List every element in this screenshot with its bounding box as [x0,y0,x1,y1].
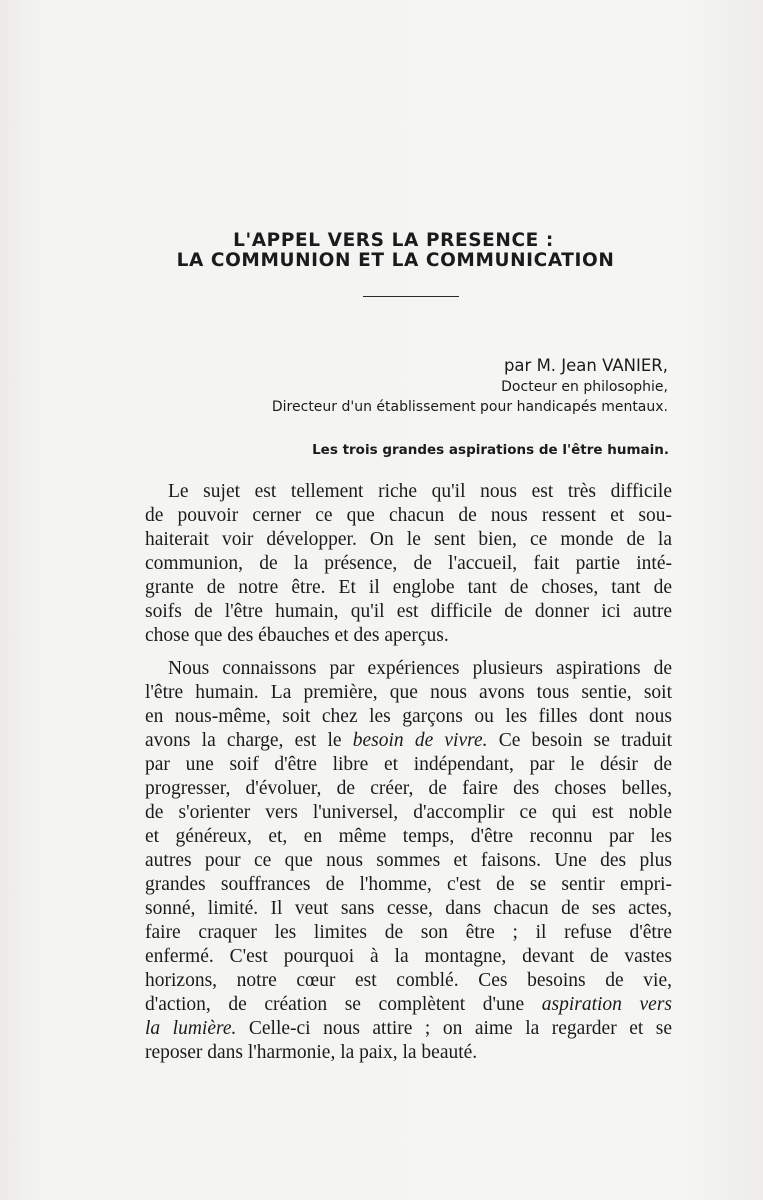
title-line-2: LA COMMUNION ET LA COMMUNICATION [176,250,615,271]
paragraph-1-line: grante de notre être. Et il englobe tant de choses, tant de [145,577,672,598]
paragraph-2-line: de s'orienter vers l'universel, d'accomplir ce qui est noble [145,802,672,823]
title-line-1: L'APPEL VERS LA PRESENCE : [233,230,554,251]
author-name: par M. Jean VANIER, [503,356,668,375]
section-heading: Les trois grandes aspirations de l'être humain. [312,442,669,458]
paragraph-2-line: horizons, notre cœur est comblé. Ces besoins de vie, [145,970,672,991]
paragraph-2-line [145,729,672,753]
title-rule [363,296,459,297]
paragraph-2-line: Nous connaissons par expériences plusieurs aspirations de [168,658,672,679]
author-position: Directeur d'un établissement pour handicapés mentaux. [271,399,668,415]
paragraph-2-line: grandes souffrances de l'homme, c'est de se sentir empri- [145,874,672,895]
line-text: Celle-ci nous attire ; on aime la regarder et se [236,1018,672,1039]
emphasis-besoin-de-vivre: besoin de vivre. [352,730,488,751]
paragraph-1-line: Le sujet est tellement riche qu'il nous est très difficile [168,481,672,502]
emphasis-aspiration: aspiration vers [541,994,672,1015]
paragraph-2-line: et généreux, et, en même temps, d'être reconnu par les [145,826,672,847]
paragraph-2-line [145,1017,672,1041]
paragraph-1-line: haiterait voir développer. On le sent bien, ce monde de la [145,529,672,550]
paragraph-2-line: en nous-même, soit chez les garçons ou les filles dont nous [145,706,672,727]
paragraph-2-line: progresser, d'évoluer, de créer, de faire des choses belles, [145,778,672,799]
emphasis-la-lumiere: la lumière. [145,1018,237,1039]
paragraph-1-line: communion, de la présence, de l'accueil, fait partie inté- [145,553,672,574]
paragraph-2-line: sonné, limité. Il veut sans cesse, dans chacun de ses actes, [145,898,672,919]
paragraph-1-line: soifs de l'être humain, qu'il est difficile de donner ici autre [145,601,672,622]
line-text: avons la charge, est le [145,730,353,751]
author-role: Docteur en philosophie, [501,379,668,395]
paragraph-2-line: enfermé. C'est pourquoi à la montagne, devant de vastes [145,946,672,967]
line-text: d'action, de création se complètent d'une [145,994,542,1015]
paragraph-2-line: par une soif d'être libre et indépendant, par le désir de [145,754,672,775]
paragraph-2-line: reposer dans l'harmonie, la paix, la beauté. [145,1042,478,1063]
paragraph-2-line [145,993,672,1017]
paragraph-1-line: chose que des ébauches et des aperçus. [145,625,449,646]
line-text: Ce besoin se traduit [487,730,672,751]
paragraph-2-line: l'être humain. La première, que nous avons tous sentie, soit [145,682,672,703]
paragraph-1-line: de pouvoir cerner ce que chacun de nous ressent et sou- [145,505,672,526]
paragraph-2-line: faire craquer les limites de son être ; il refuse d'être [145,922,672,943]
paragraph-2-line: autres pour ce que nous sommes et faisons. Une des plus [145,850,672,871]
